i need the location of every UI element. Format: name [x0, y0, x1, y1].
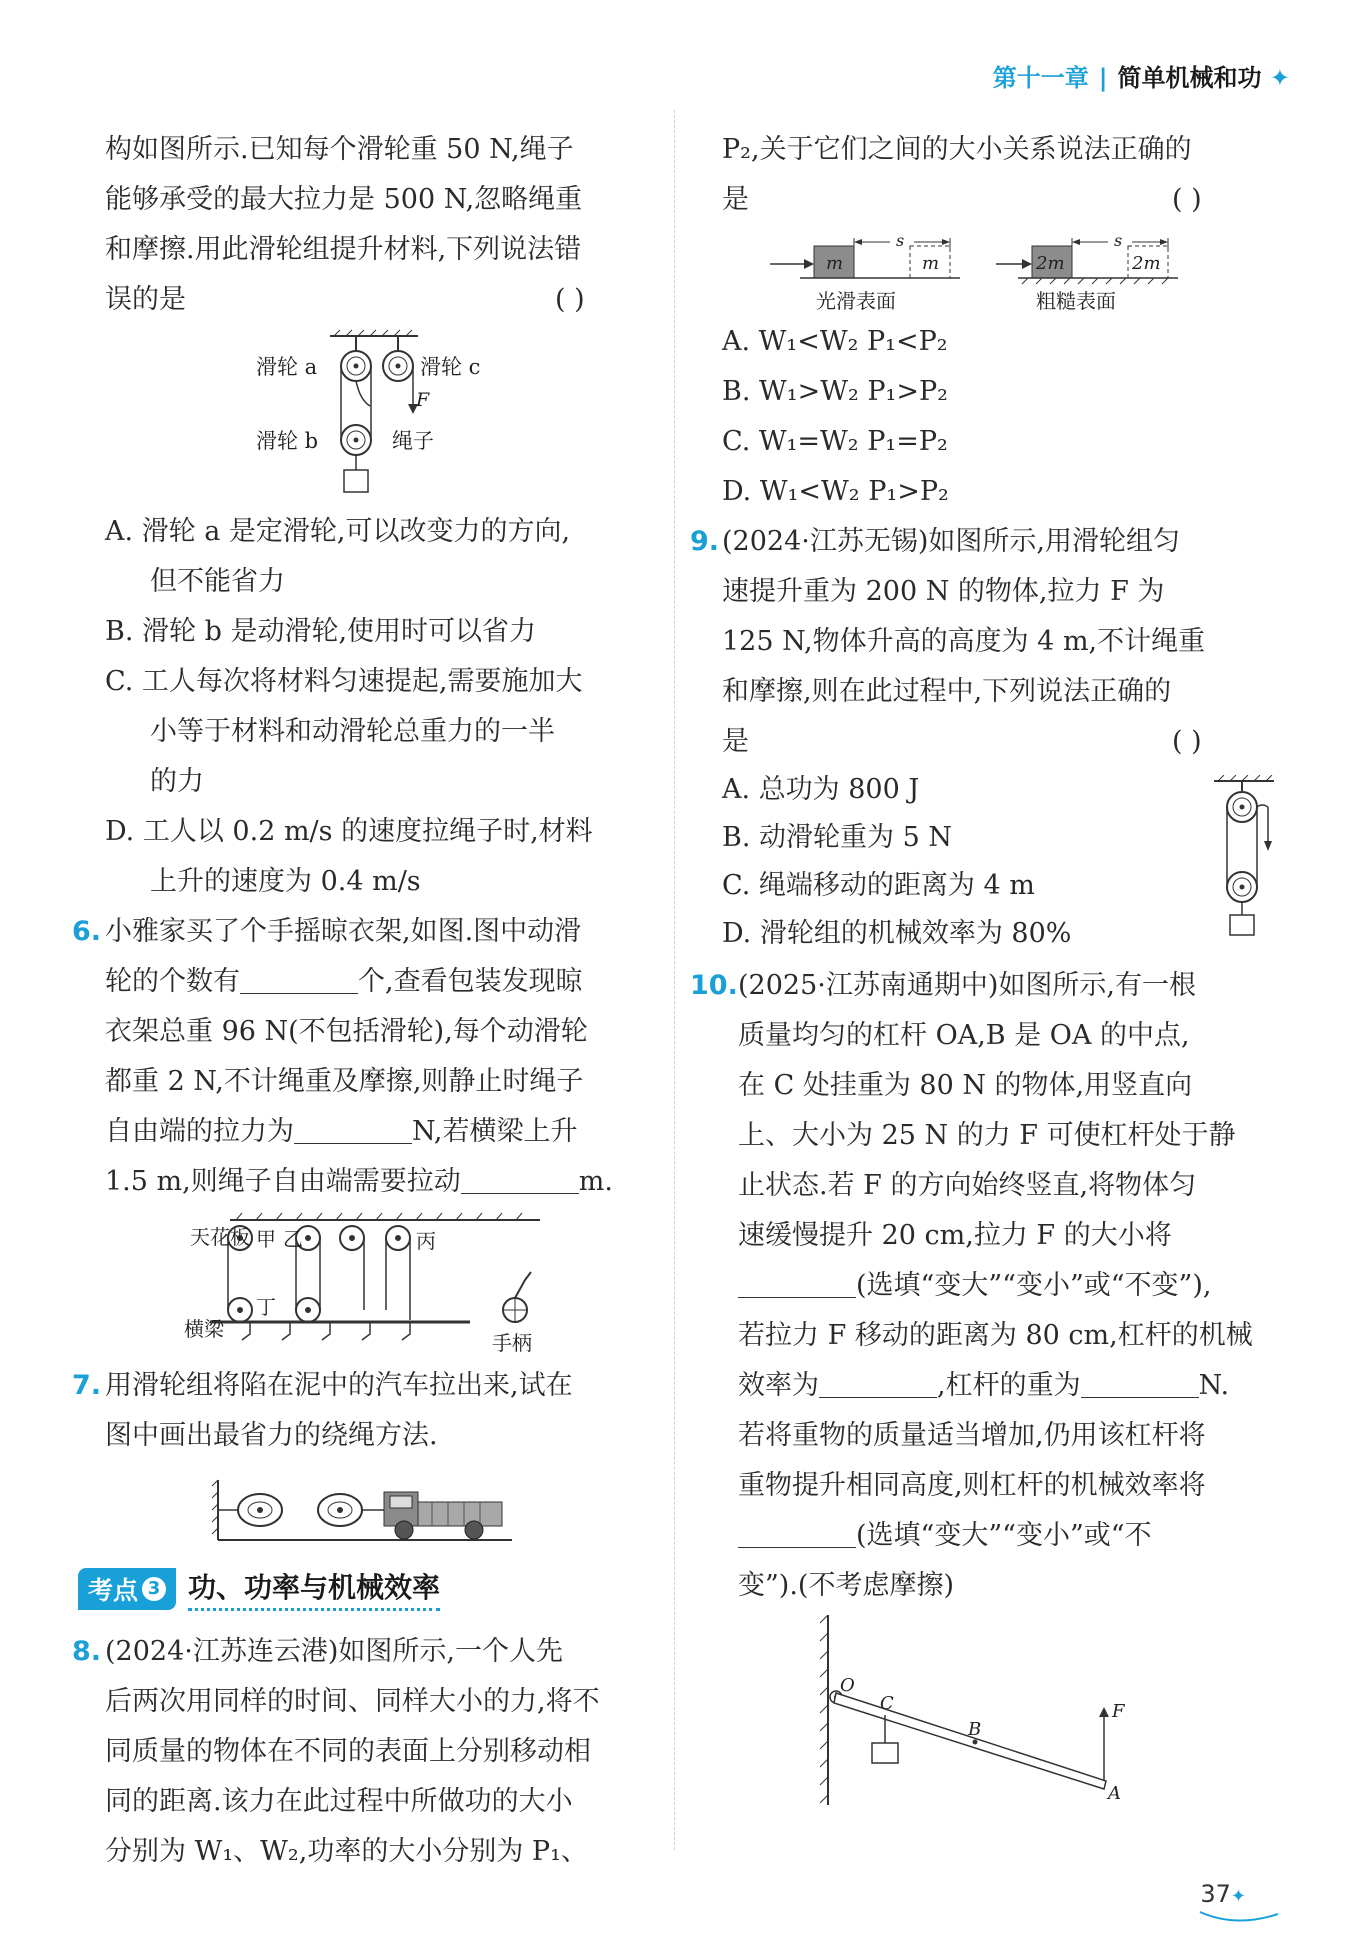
q8-option-b: B. W₁>W₂ P₁>P₂ — [722, 376, 948, 407]
q10-line-10: 若将重物的质量适当增加,仍用该杠杆将 — [738, 1420, 1206, 1451]
q10-line-3: 在 C 处挂重为 80 N 的物体,用竖直向 — [738, 1070, 1193, 1101]
q6-number: 6. — [72, 916, 102, 947]
q8-number: 8. — [72, 1636, 102, 1667]
label-handle: 手柄 — [492, 1331, 532, 1355]
label-pulley-b: 滑轮 b — [256, 429, 319, 453]
q9-option-b: B. 动滑轮重为 5 N — [722, 822, 952, 853]
q5-option-c-cont-1: 小等于材料和动滑轮总重力的一半 — [150, 716, 555, 747]
q7-line-2: 图中画出最省力的绕绳方法. — [105, 1420, 438, 1451]
q6-line-5: 自由端的拉力为 N,若横梁上升 — [105, 1116, 578, 1147]
label-m: m — [826, 253, 844, 274]
label-rough: 粗糙表面 — [1036, 289, 1116, 313]
q5-stem-line-3: 和摩擦.用此滑轮组提升材料,下列说法错 — [105, 234, 582, 265]
label-yi: 乙 — [283, 1227, 303, 1251]
q6-blank-3[interactable] — [461, 1165, 579, 1194]
q9-option-a: A. 总功为 800 J — [722, 774, 920, 805]
q5-option-c-cont-2: 的力 — [150, 766, 204, 797]
sparkle-icon: ✦ — [1230, 1886, 1246, 1907]
label-rope: 绳子 — [392, 429, 434, 453]
q7-line-1: 用滑轮组将陷在泥中的汽车拉出来,试在 — [105, 1370, 573, 1401]
q8-cont-line-2: 是 — [722, 184, 749, 215]
q9-line-2: 速提升重为 200 N 的物体,拉力 F 为 — [722, 576, 1165, 607]
q5-option-d-cont: 上升的速度为 0.4 m/s — [150, 866, 421, 897]
q8-cont-line-1: P₂,关于它们之间的大小关系说法正确的 — [722, 134, 1192, 165]
chapter-header — [993, 58, 1290, 93]
q9-answer-paren: ( ) — [1172, 726, 1202, 757]
label-force-f: F — [416, 389, 430, 411]
label-ding: 丁 — [256, 1295, 276, 1319]
q5-option-d: D. 工人以 0.2 m/s 的速度拉绳子时,材料 — [105, 816, 593, 847]
q10-line-12: (选填“变大”“变小”或“不 — [738, 1516, 1152, 1556]
q10-line-5: 止状态.若 F 的方向始终竖直,将物体匀 — [738, 1170, 1197, 1201]
q9-line-1: (2024·江苏无锡)如图所示,用滑轮组匀 — [722, 526, 1180, 557]
label-pulley-c: 滑轮 c — [420, 355, 481, 379]
q6-blank-1[interactable] — [240, 965, 358, 994]
label-m-dashed: m — [922, 253, 940, 274]
q10-line-13: 变”).(不考虑摩擦) — [738, 1570, 954, 1601]
sparkle-icon: ✦ — [1269, 64, 1290, 92]
column-divider — [674, 110, 675, 1850]
label-ceiling: 天花板 — [190, 1225, 250, 1249]
label-O: O — [840, 1675, 855, 1696]
header-separator: | — [1098, 64, 1108, 92]
label-A: A — [1108, 1783, 1121, 1804]
q5-option-a-cont: 但不能省力 — [150, 566, 285, 597]
q5-stem-line-1: 构如图所示.已知每个滑轮重 50 N,绳子 — [105, 134, 574, 165]
label-B: B — [968, 1719, 982, 1740]
q5-answer-paren: ( ) — [555, 284, 585, 315]
section-title: 功、功率与机械效率 — [188, 1566, 440, 1611]
q6-blank-2[interactable] — [294, 1115, 412, 1144]
q10-line-11: 重物提升相同高度,则杠杆的机械效率将 — [738, 1470, 1206, 1501]
label-pulley-a: 滑轮 a — [256, 355, 318, 379]
q6-line-6: 1.5 m,则绳子自由端需要拉动 m. — [105, 1166, 613, 1197]
label-C: C — [880, 1693, 894, 1714]
chapter-number: 第十一章 — [992, 64, 1089, 92]
q6-line-4: 都重 2 N,不计绳重及摩擦,则静止时绳子 — [105, 1066, 584, 1097]
q6-line-1: 小雅家买了个手摇晾衣架,如图.图中动滑 — [105, 916, 582, 947]
q10-blank-4[interactable] — [738, 1519, 856, 1548]
q10-line-6: 速缓慢提升 20 cm,拉力 F 的大小将 — [738, 1220, 1172, 1251]
q6-line-3: 衣架总重 96 N(不包括滑轮),每个动滑轮 — [105, 1016, 588, 1047]
section-header — [78, 1566, 440, 1611]
q8-option-d: D. W₁<W₂ P₁>P₂ — [722, 476, 949, 507]
q8-blocks-figure — [770, 228, 1190, 320]
q10-blank-3[interactable] — [1081, 1369, 1199, 1398]
chapter-title: 简单机械和功 — [1117, 64, 1262, 92]
q5-pulley-figure — [250, 328, 510, 508]
q7-number: 7. — [72, 1370, 102, 1401]
label-jia: 甲 — [256, 1227, 276, 1251]
page-number-swoosh — [1196, 1908, 1286, 1928]
label-s-1: s — [896, 231, 905, 250]
q9-line-3: 125 N,物体升高的高度为 4 m,不计绳重 — [722, 626, 1206, 657]
q10-line-7: (选填“变大”“变小”或“不变”), — [738, 1266, 1211, 1306]
q8-line-2: 后两次用同样的时间、同样大小的力,将不 — [105, 1686, 600, 1717]
q10-line-8: 若拉力 F 移动的距离为 80 cm,杠杆的机械 — [738, 1320, 1253, 1351]
q10-line-4: 上、大小为 25 N 的力 F 可使杠杆处于静 — [738, 1120, 1236, 1151]
lever-bar — [834, 1693, 1106, 1789]
q9-pulley-figure — [1210, 775, 1280, 945]
q8-line-1: (2024·江苏连云港)如图所示,一个人先 — [105, 1636, 563, 1667]
label-2m-dashed: 2m — [1132, 253, 1161, 274]
label-bing: 丙 — [416, 1229, 436, 1253]
q6-clothes-rack-figure — [180, 1210, 560, 1360]
page-number: 37✦ — [1200, 1880, 1246, 1908]
q8-line-3: 同质量的物体在不同的表面上分别移动相 — [105, 1736, 591, 1767]
label-s-2: s — [1114, 231, 1123, 250]
q8-line-4: 同的距离.该力在此过程中所做功的大小 — [105, 1786, 573, 1817]
label-beam: 横梁 — [184, 1317, 224, 1341]
q10-blank-2[interactable] — [819, 1369, 937, 1398]
label-F: F — [1112, 1701, 1125, 1722]
q9-option-c: C. 绳端移动的距离为 4 m — [722, 870, 1035, 901]
q8-option-c: C. W₁=W₂ P₁=P₂ — [722, 426, 948, 457]
section-tag: 考点 3 — [78, 1568, 176, 1610]
q7-truck-pulley-figure — [212, 1470, 522, 1550]
q10-blank-1[interactable] — [738, 1269, 856, 1298]
q9-option-d: D. 滑轮组的机械效率为 80% — [722, 918, 1072, 949]
label-2m: 2m — [1036, 253, 1065, 274]
q5-option-c: C. 工人每次将材料匀速提起,需要施加大 — [105, 666, 583, 697]
q8-line-5: 分别为 W₁、W₂,功率的大小分别为 P₁、 — [105, 1836, 588, 1867]
label-smooth: 光滑表面 — [816, 289, 896, 313]
section-number: 3 — [142, 1577, 166, 1601]
q6-line-2: 轮的个数有 个,查看包装发现晾 — [105, 966, 583, 997]
q9-line-4: 和摩擦,则在此过程中,下列说法正确的 — [722, 676, 1172, 707]
q10-number: 10. — [690, 970, 738, 1001]
q8-option-a: A. W₁<W₂ P₁<P₂ — [722, 326, 948, 357]
q10-line-1: (2025·江苏南通期中)如图所示,有一根 — [738, 970, 1196, 1001]
q9-number: 9. — [690, 526, 720, 557]
truck-icon — [384, 1492, 502, 1539]
q10-lever-figure — [810, 1615, 1150, 1815]
q9-line-5: 是 — [722, 726, 749, 757]
q10-line-9: 效率为 ,杠杆的重为 N. — [738, 1370, 1230, 1401]
q5-option-b: B. 滑轮 b 是动滑轮,使用时可以省力 — [105, 616, 537, 647]
q5-stem-line-4: 误的是 — [105, 284, 186, 315]
q5-option-a: A. 滑轮 a 是定滑轮,可以改变力的方向, — [105, 516, 571, 547]
q10-line-2: 质量均匀的杠杆 OA,B 是 OA 的中点, — [738, 1020, 1190, 1051]
q8-answer-paren: ( ) — [1172, 184, 1202, 215]
q5-stem-line-2: 能够承受的最大拉力是 500 N,忽略绳重 — [105, 184, 583, 215]
